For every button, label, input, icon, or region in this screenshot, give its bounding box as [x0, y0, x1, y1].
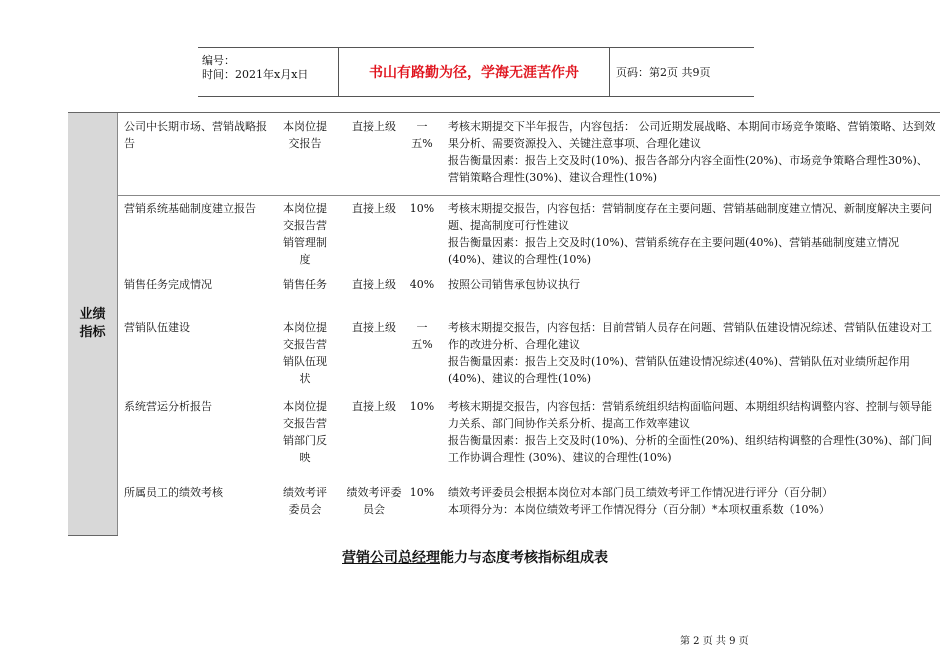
indicator-description: 考核末期提交报告，内容包括：营销制度存在主要问题、营销基础制度建立情况、新制度解决主要问题、提高制度可行性建议 报告衡量因素：报告上交及时(10%)、营销系统存在主要问题(40%)、营销基础制度建立情况(40%)、建议的合理性(10%) — [448, 202, 932, 266]
indicator-source: 本岗位提交报告 — [283, 120, 327, 150]
indicator-name: 系统营运分析报告 — [124, 400, 212, 413]
indicator-name: 销售任务完成情况 — [124, 278, 212, 291]
table-divider — [117, 113, 118, 535]
table-bottom-border — [68, 535, 118, 536]
indicator-description: 考核末期提交报告，内容包括：营销系统组织结构面临问题、本期组织结构调整内容、控制与领导能力关系、部门间协作关系分析、提高工作效率建议 报告衡量因素：报告上交及时(10%)、分析的全面性(20%)、组织结构调整的合理性(30%)、部门间工作协调合理性 (30%)、建议的合理性(10%) — [448, 400, 933, 464]
subtitle-underlined: 营销公司总经理 — [342, 550, 440, 566]
indicator-weight: 10% — [409, 400, 435, 413]
indicator-evaluator: 直接上级 — [352, 321, 396, 334]
page-label: 页码：第2页 共9页 — [616, 66, 711, 79]
header-meta-cell — [198, 48, 339, 96]
motto: 书山有路勤为径，学海无涯苦作舟 — [339, 48, 610, 96]
indicator-description: 按照公司销售承包协议执行 — [448, 278, 580, 291]
indicator-source: 绩效考评委员会 — [283, 486, 327, 516]
page-footer: 第 2 页 共 9 页 — [680, 636, 749, 647]
number-label: 编号： — [202, 54, 235, 67]
page-header — [198, 47, 754, 97]
indicator-weight: 10% — [409, 486, 435, 499]
indicator-name: 营销系统基础制度建立报告 — [124, 202, 256, 215]
row-divider — [118, 195, 940, 196]
subtitle-rest: 能力与态度考核指标组成表 — [440, 550, 608, 566]
indicator-source: 本岗位提交报告营销队伍现状 — [283, 321, 327, 385]
indicator-evaluator: 直接上级 — [352, 400, 396, 413]
indicator-evaluator: 直接上级 — [352, 202, 396, 215]
indicator-name: 公司中长期市场、营销战略报告 — [124, 120, 267, 150]
indicator-name: 所属员工的绩效考核 — [124, 486, 223, 499]
indicator-evaluator: 绩效考评委员会 — [346, 486, 402, 516]
indicator-description: 绩效考评委员会根据本岗位对本部门员工绩效考评工作情况进行评分（百分制） 本项得分为：本岗位绩效考评工作情况得分（百分制）*本项权重系数（10%） — [448, 486, 833, 516]
indicator-weight: 10% — [409, 202, 435, 215]
indicator-evaluator: 直接上级 — [352, 120, 396, 133]
indicator-description: 考核末期提交报告，内容包括：目前营销人员存在问题、营销队伍建设情况综述、营销队伍建设对工作的改进分析、合理化建议 报告衡量因素：报告上交及时(10%)、营销队伍建设情况综述(40%)、营销队伍对业绩所起作用(40%)、建议的合理性(10%) — [448, 321, 932, 385]
section-label: 业绩指标 — [79, 307, 106, 340]
indicator-weight: 40% — [409, 278, 435, 291]
indicator-source: 销售任务 — [283, 278, 327, 291]
indicator-description: 考核末期提交下半年报告，内容包括： 公司近期发展战略、本期间市场竞争策略、营销策略、达到效果分析、需要资源投入、关键注意事项、合理化建议 报告衡量因素：报告上交及时(10%)、报告各部分内容全面性(20%)、市场竞争策略合理性30%)、营销策略合理性(30%)、建议合理性(10%) — [448, 120, 936, 184]
section-subtitle — [0, 547, 950, 567]
indicator-weight: 一五% — [411, 321, 433, 351]
time-label: 时间：2021年x月x日 — [202, 68, 309, 81]
indicator-weight: 一五% — [411, 120, 433, 150]
indicator-source: 本岗位提交报告营销部门反映 — [283, 400, 327, 464]
section-label-cell — [68, 113, 117, 535]
indicator-evaluator: 直接上级 — [352, 278, 396, 291]
indicator-name: 营销队伍建设 — [124, 321, 190, 334]
table-top-border — [68, 112, 940, 113]
indicator-source: 本岗位提交报告营销管理制度 — [283, 202, 327, 266]
